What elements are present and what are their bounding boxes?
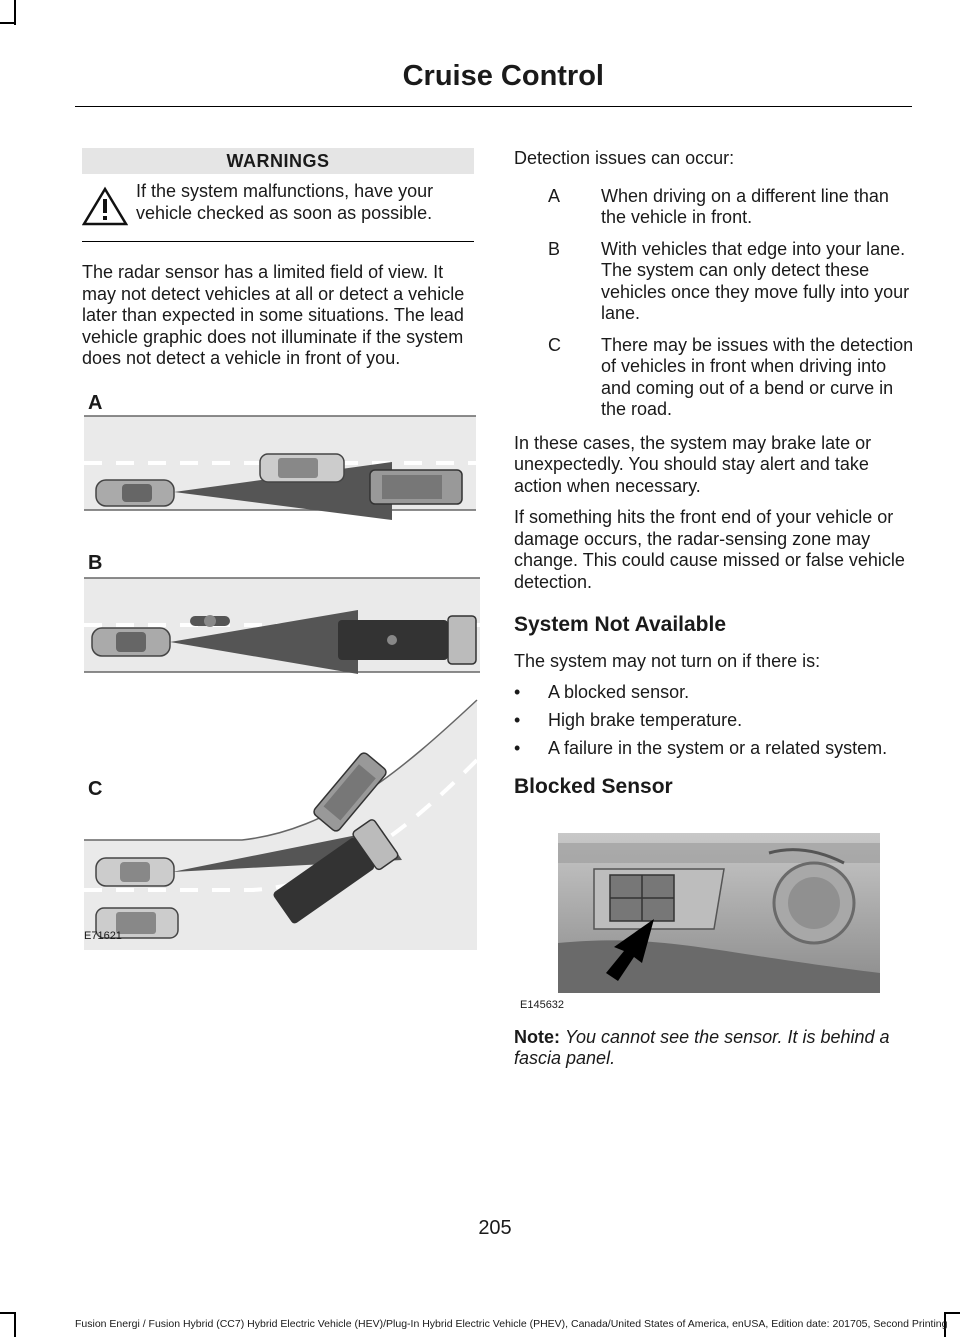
page-number: 205 <box>478 1217 512 1239</box>
note-text: You cannot see the sensor. It is behind a fascia panel. <box>514 1026 890 1068</box>
detection-list <box>514 186 914 421</box>
list-item: • High brake temperature. <box>514 709 743 730</box>
figure-code: E71621 <box>84 929 122 942</box>
road-diagram <box>82 380 482 950</box>
footer-text: Fusion Energi / Fusion Hybrid (CC7) Hybrid Electric Vehicle (HEV)/Plug-In Hybrid Electric Vehicle (PHEV), Canada/United States of America, enUSA, Edition date: 201705, Second Printing <box>75 1318 948 1330</box>
header-rule <box>75 106 912 107</box>
scene-b <box>84 578 480 674</box>
crop-mark <box>14 1312 16 1337</box>
sensor-photo <box>514 823 884 1013</box>
detection-figure <box>82 380 482 950</box>
page-title: Cruise Control <box>402 60 604 92</box>
figure-label-c: C <box>88 777 103 800</box>
motorcycle-icon <box>190 615 230 627</box>
truck-icon <box>338 616 476 664</box>
list-item: B With vehicles that edge into your lane. The system can only detect these vehicles once they move fully into your lane. <box>548 238 910 323</box>
damage-paragraph: If something hits the front end of your vehicle or damage occurs, the radar-sensing zone may change. This could cause missed or false vehicle detection. <box>514 507 905 592</box>
warning-text: If the system malfunctions, have your vehicle checked as soon as possible. <box>136 181 434 223</box>
figure-label-a: A <box>88 391 103 414</box>
crop-mark <box>944 1312 960 1314</box>
car-icon <box>92 628 170 656</box>
note-paragraph <box>514 1027 914 1070</box>
left-column <box>82 148 474 950</box>
crop-mark <box>0 1312 16 1314</box>
figure-code: E145632 <box>520 998 565 1011</box>
note-label: Note: <box>514 1026 560 1047</box>
right-column <box>514 148 914 1070</box>
list-item: A When driving on a different line than the vehicle in front. <box>548 185 889 227</box>
warning-box <box>82 180 474 242</box>
sensor-figure <box>514 823 884 1013</box>
section-heading: Blocked Sensor <box>514 774 673 798</box>
scene-a <box>84 416 476 520</box>
van-icon <box>370 470 462 504</box>
list-item: C There may be issues with the detection of vehicles in front when driving into and coming out of a bend or curve in the road. <box>548 334 914 419</box>
car-icon <box>96 480 174 506</box>
brake-paragraph: In these cases, the system may brake late or unexpectedly. You should stay alert and take action when necessary. <box>514 432 872 496</box>
bullet-list <box>514 681 914 759</box>
radar-paragraph: The radar sensor has a limited field of view. It may not detect vehicles at all or detect a vehicle later than expected in some situations. The lead vehicle graphic does not illuminate if the system does not detect a vehicle in front of you. <box>82 262 465 368</box>
list-item: • A blocked sensor. <box>514 681 690 702</box>
warnings-heading: WARNINGS <box>82 148 474 174</box>
figure-label-b: B <box>88 551 103 574</box>
availability-intro: The system may not turn on if there is: <box>514 651 821 671</box>
car-icon <box>96 858 174 886</box>
car-icon <box>260 454 344 482</box>
scene-c <box>84 700 477 950</box>
list-item: • A failure in the system or a related system. <box>514 737 888 758</box>
detection-intro: Detection issues can occur: <box>514 148 735 168</box>
warning-triangle-icon <box>82 186 130 231</box>
section-heading: System Not Available <box>514 613 727 636</box>
crop-mark <box>0 22 16 24</box>
